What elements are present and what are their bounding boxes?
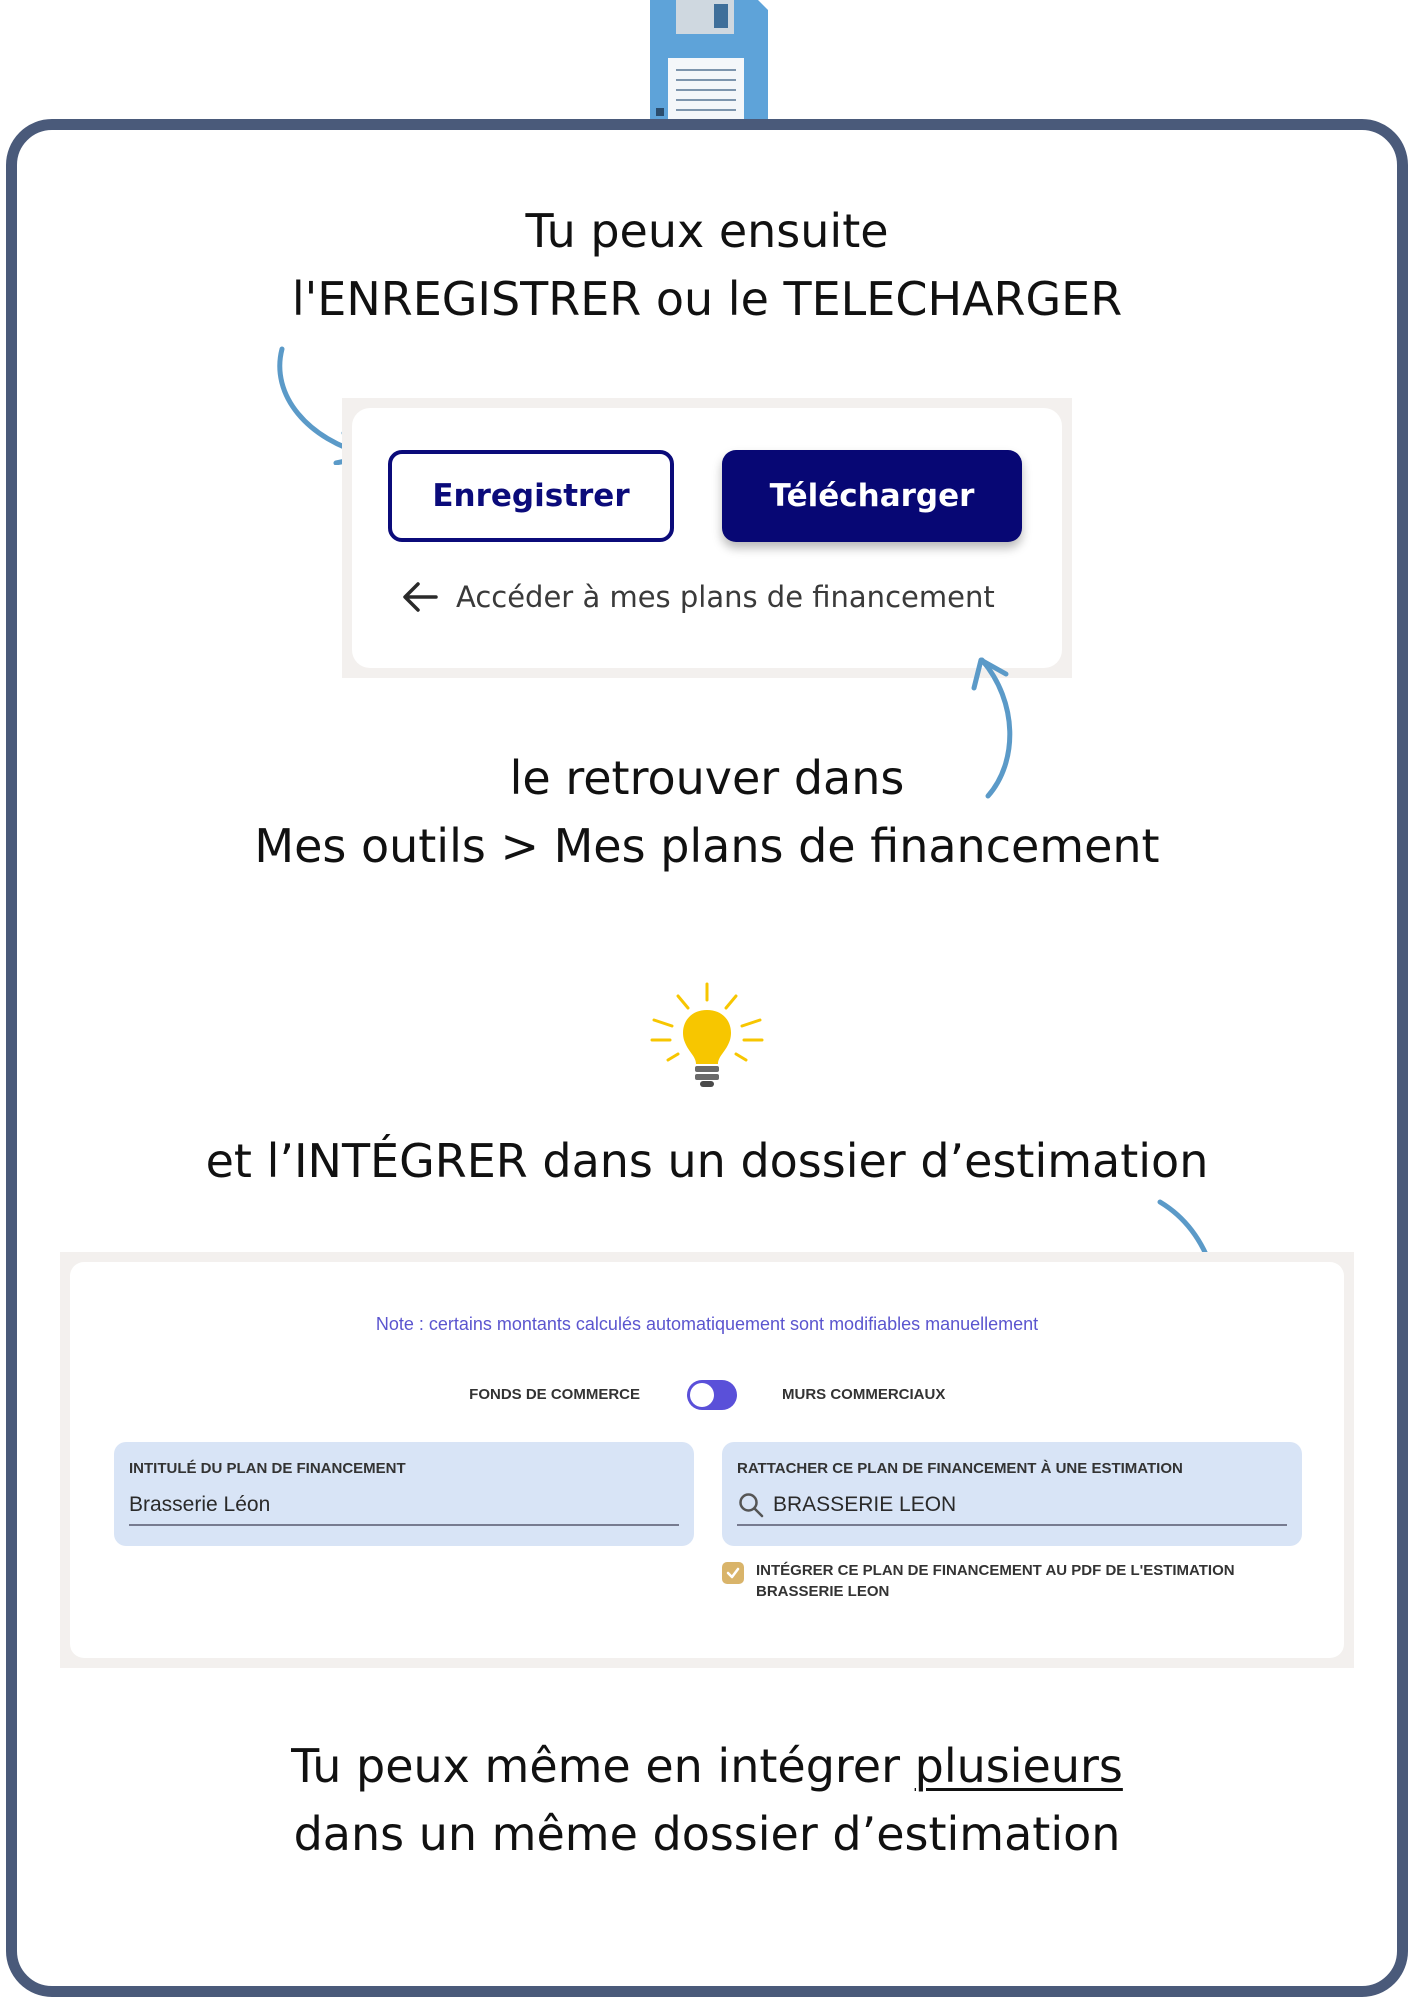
financing-plans-link-label: Accéder à mes plans de financement: [456, 580, 995, 614]
search-icon: [737, 1491, 765, 1519]
financing-plan-form: [70, 1262, 1344, 1658]
plan-title-input[interactable]: [129, 1486, 679, 1526]
save-download-panel: [342, 398, 1072, 678]
intro-heading: [0, 197, 1414, 333]
attach-estimation-value: BRASSERIE LEON: [773, 1493, 957, 1516]
retrieve-heading: [0, 744, 1414, 880]
financing-plan-form-panel: [60, 1252, 1354, 1668]
attach-estimation-label: RATTACHER CE PLAN DE FINANCEMENT À UNE ESTIMATION: [737, 1460, 1183, 1477]
download-button[interactable]: Télécharger: [722, 450, 1022, 542]
attach-estimation-field: [722, 1442, 1302, 1546]
form-note: Note : certains montants calculés automatiquement sont modifiables manuellement: [375, 1314, 1039, 1334]
outro-line-2: dans un même dossier d’estimation: [293, 1807, 1121, 1861]
retrieve-line-1: le retrouver dans: [509, 751, 905, 805]
outro-line-1: [0, 1732, 1414, 1800]
include-in-pdf-label: [756, 1560, 1235, 1602]
save-download-card: [352, 408, 1062, 668]
attach-estimation-input[interactable]: [737, 1486, 1287, 1526]
integrate-heading: [0, 1127, 1414, 1195]
include-in-pdf-line-2: BRASSERIE LEON: [756, 1583, 890, 1600]
floppy-disk-icon: [646, 0, 768, 122]
property-type-toggle[interactable]: [687, 1380, 737, 1410]
outro-heading: [0, 1732, 1414, 1868]
include-in-pdf-line-1: INTÉGRER CE PLAN DE FINANCEMENT AU PDF DE L'ESTIMATION: [756, 1562, 1235, 1579]
financing-plans-link[interactable]: [402, 580, 995, 614]
retrieve-line-2: Mes outils > Mes plans de financement: [254, 819, 1160, 873]
outro-emphasis: plusieurs: [914, 1739, 1123, 1793]
integrate-line-1: et l’INTÉGRER dans un dossier d’estimation: [205, 1134, 1209, 1188]
plan-title-field: [114, 1442, 694, 1546]
toggle-label-fonds: FONDS DE COMMERCE: [469, 1386, 640, 1403]
check-icon: [726, 1566, 740, 1580]
lightbulb-icon: [648, 980, 766, 1090]
save-button[interactable]: Enregistrer: [388, 450, 674, 542]
intro-line-1: Tu peux ensuite: [525, 204, 889, 258]
intro-line-2: l'ENREGISTRER ou le TELECHARGER: [291, 272, 1123, 326]
plan-title-value: Brasserie Léon: [129, 1493, 271, 1516]
property-type-toggle-row: [70, 1378, 1344, 1412]
toggle-label-murs: MURS COMMERCIAUX: [782, 1386, 946, 1403]
include-in-pdf-option: [722, 1560, 1235, 1602]
outro-line-1-start: Tu peux même en intégrer: [291, 1739, 915, 1793]
back-arrow-icon: [402, 581, 438, 613]
include-in-pdf-checkbox[interactable]: [722, 1562, 744, 1584]
plan-title-label: INTITULÉ DU PLAN DE FINANCEMENT: [129, 1460, 406, 1477]
toggle-knob: [690, 1383, 714, 1407]
